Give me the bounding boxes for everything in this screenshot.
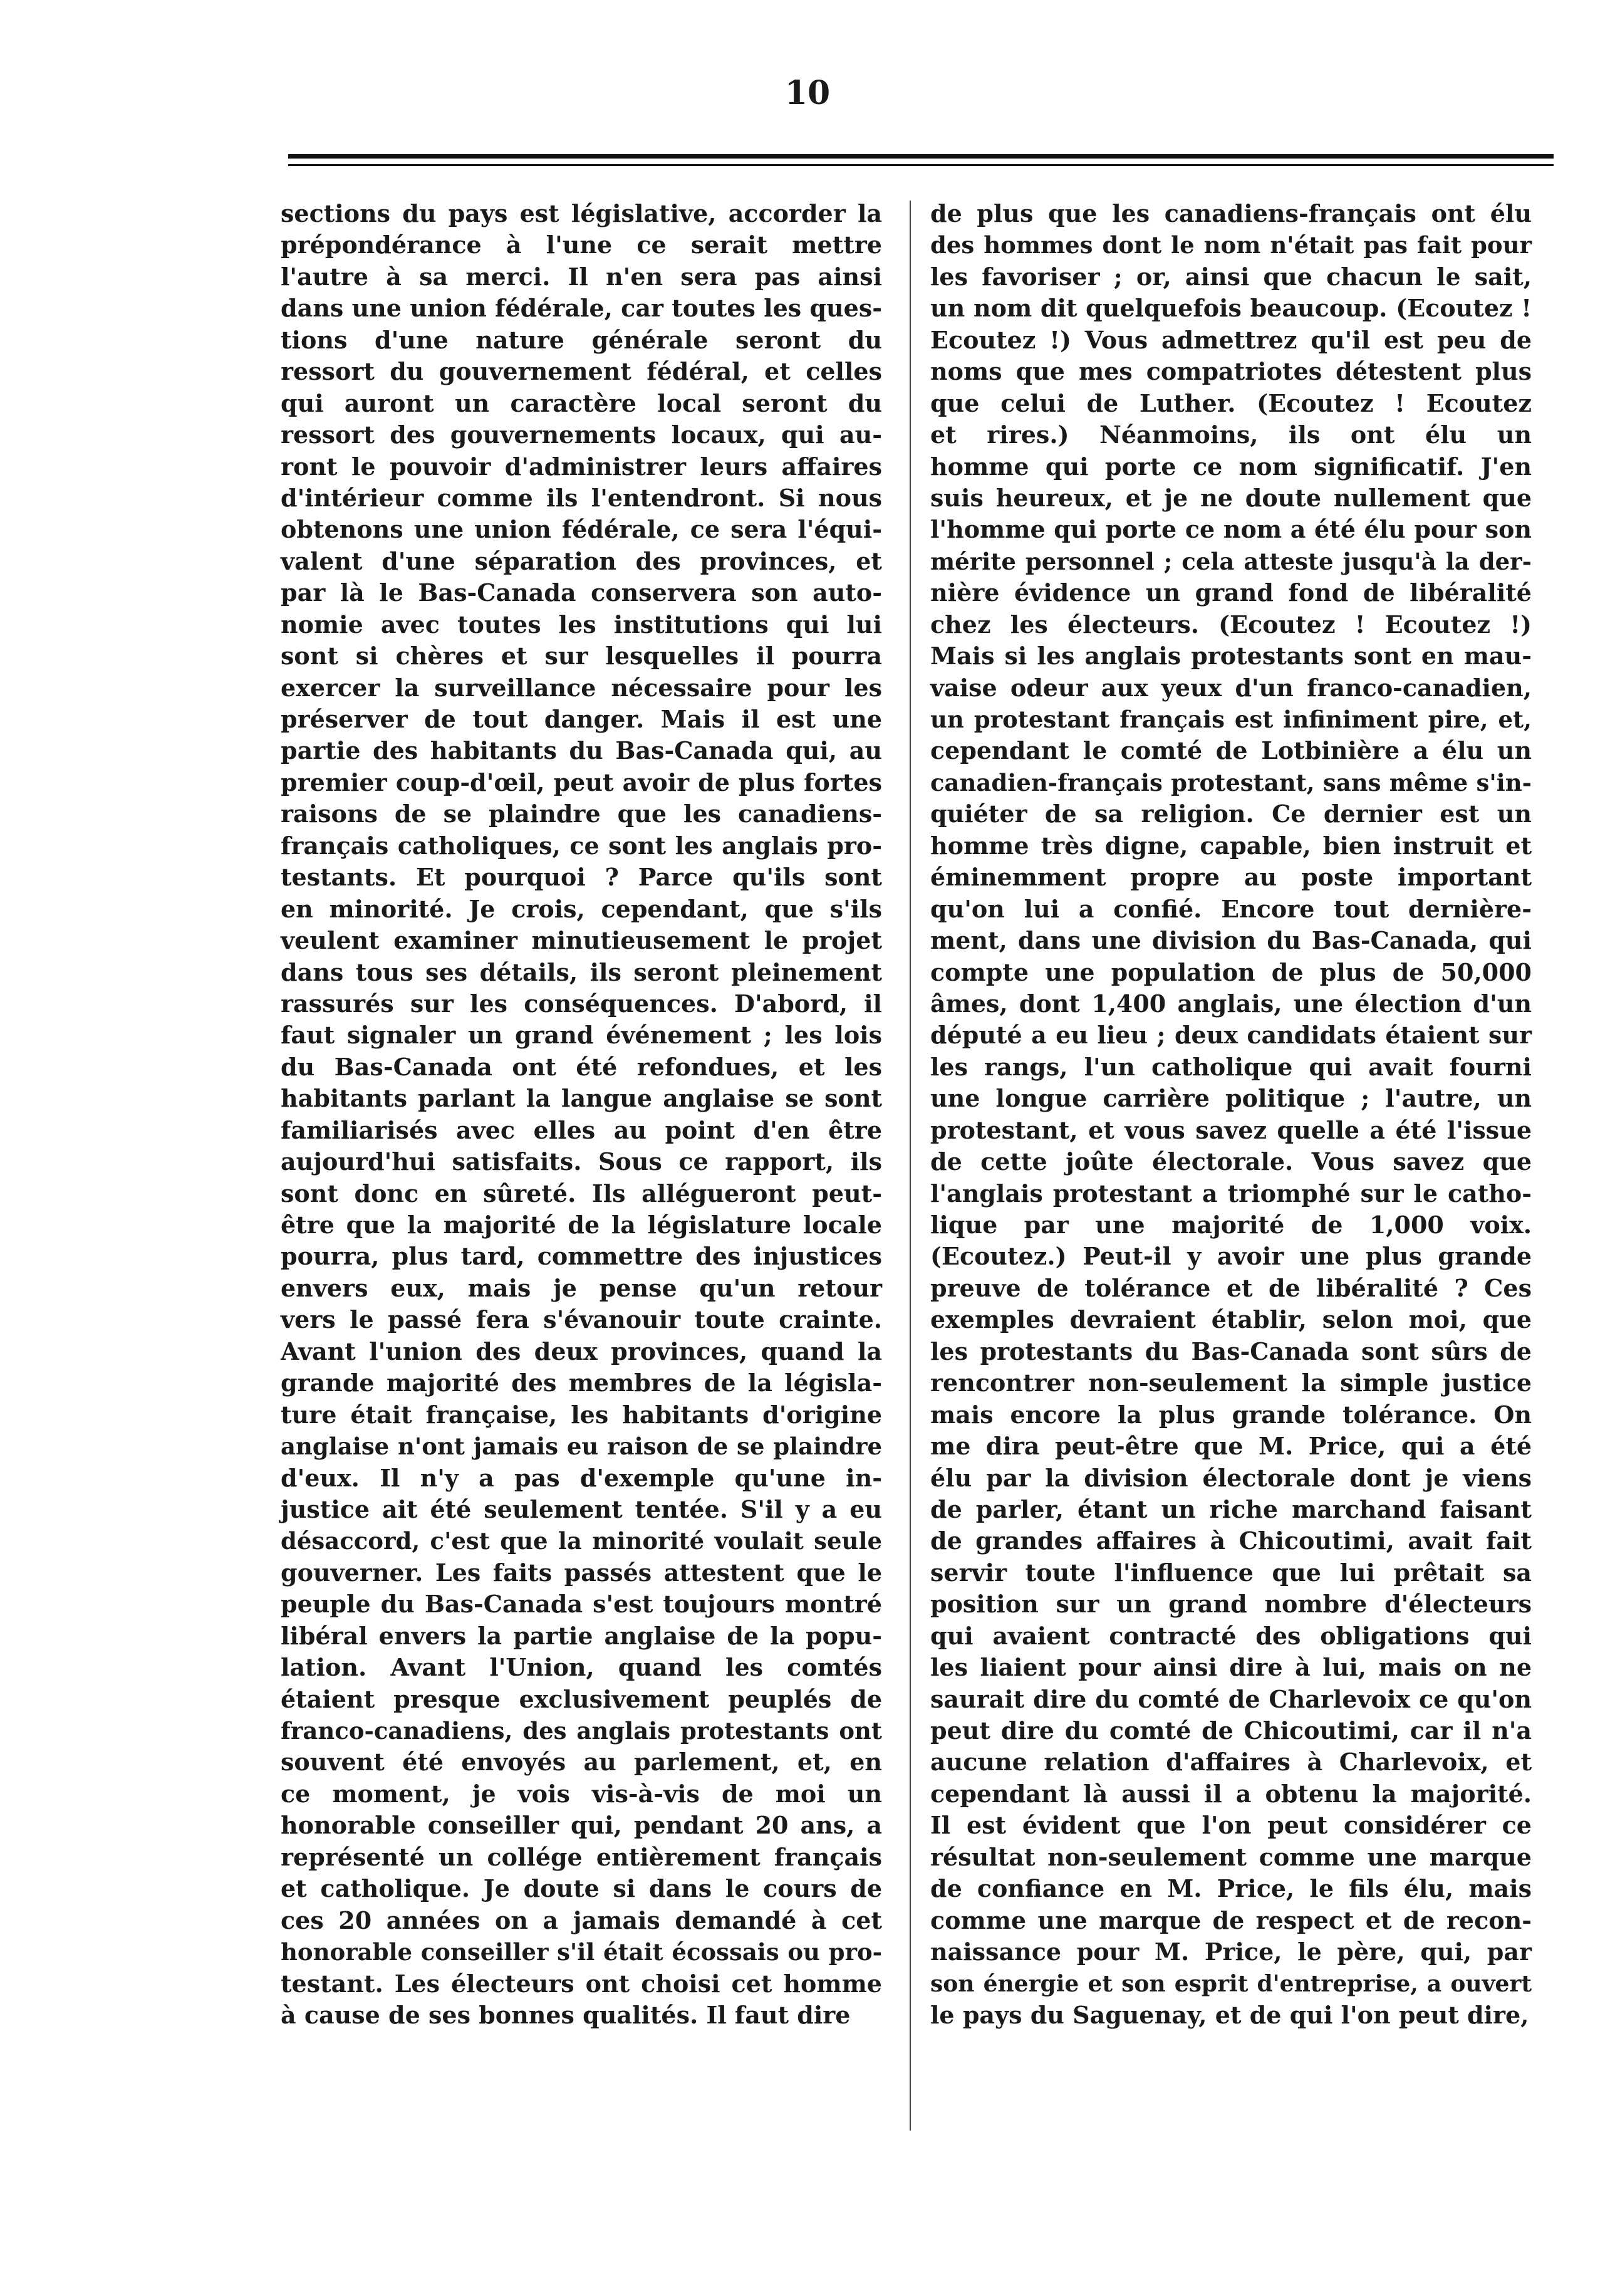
text-line: veulent examiner minutieusement le projet [281,926,882,955]
text-line: exemples devraient établir, selon moi, que [930,1305,1532,1334]
text-line: cependant le comté de Lotbinière a élu un [930,736,1532,765]
text-line: de parler, étant un riche marchand faisant [930,1495,1532,1523]
text-line: désaccord, c'est que la minorité voulait seule [281,1527,882,1555]
text-line: de confiance en M. Price, le fils élu, mais [930,1874,1532,1903]
text-line: habitants parlant la langue anglaise se sont [281,1084,882,1113]
text-line: testant. Les électeurs ont choisi cet homme [281,1969,882,1998]
text-line: faut signaler un grand événement ; les lois [281,1021,882,1050]
text-line: justice ait été seulement tentée. S'il y a eu [281,1495,882,1523]
text-line: ressort des gouvernements locaux, qui au- [281,420,882,449]
text-line: son énergie et son esprit d'entreprise, a ouvert [930,1970,1532,1997]
text-line: compte une population de plus de 50,000 [930,958,1532,986]
text-line: étaient presque exclusivement peuplés de [281,1684,882,1713]
text-line: ment, dans une division du Bas-Canada, qui [930,926,1532,955]
text-line: raisons de se plaindre que les canadiens- [281,800,882,828]
text-line: de grandes affaires à Chicoutimi, avait fait [930,1526,1532,1555]
text-line: qui auront un caractère local seront du [281,389,882,417]
text-line: souvent été envoyés au parlement, et, en [281,1748,882,1777]
text-line: ce moment, je vois vis-à-vis de moi un [281,1779,882,1808]
text-line: naissance pour M. Price, le père, qui, par [930,1938,1532,1966]
text-line: le pays du Saguenay, et de qui l'on peut dire, [930,2000,1529,2029]
column-divider [910,201,911,2131]
text-line: servir toute l'influence que lui prêtait sa [930,1558,1532,1587]
text-line: testants. Et pourquoi ? Parce qu'ils sont [281,863,882,892]
text-line: ront le pouvoir d'administrer leurs affaires [281,452,882,481]
text-line: mérite personnel ; cela atteste jusqu'à la der- [930,547,1532,575]
text-line: nière évidence un grand fond de libéralité [930,578,1532,607]
text-line: Mais si les anglais protestants sont en mau- [930,642,1532,671]
text-line: canadien-français protestant, sans même s'in- [930,768,1532,796]
page-number: 10 [784,74,831,112]
text-line: vaise odeur aux yeux d'un franco-canadien, [930,673,1532,702]
text-line: quiéter de sa religion. Ce dernier est un [930,800,1532,828]
text-line: mais encore la plus grande tolérance. On [930,1400,1532,1429]
text-line: sections du pays est législative, accorder la [281,199,882,227]
text-line: nomie avec toutes les institutions qui lui [281,610,882,639]
text-line: obtenons une union fédérale, ce sera l'équi- [281,515,882,544]
text-line: noms que mes compatriotes détestent plus [930,357,1532,386]
text-line: libéral envers la partie anglaise de la popu- [281,1621,882,1650]
text-line: dans une union fédérale, car toutes les ques- [281,294,882,323]
text-line: me dira peut-être que M. Price, qui a été [930,1432,1532,1461]
text-line: sont donc en sûreté. Ils allégueront peut- [281,1179,882,1208]
text-line: préserver de tout danger. Mais il est une [281,705,882,733]
text-line: lation. Avant l'Union, quand les comtés [281,1653,882,1682]
right-text-column [930,198,1532,2031]
text-line: honorable conseiller qui, pendant 20 ans, a [281,1811,882,1840]
text-line: aucune relation d'affaires à Charlevoix, et [930,1748,1532,1777]
text-line: (Ecoutez.) Peut-il y avoir une plus grande [930,1242,1532,1271]
text-line: premier coup-d'œil, peut avoir de plus fortes [281,768,882,796]
text-line: protestant, et vous savez quelle a été l'issue [930,1115,1532,1144]
text-line: vers le passé fera s'évanouir toute crainte. [281,1305,882,1334]
text-line: partie des habitants du Bas-Canada qui, au [281,736,882,765]
text-line: élu par la division électorale dont je viens [930,1463,1532,1492]
text-line: les protestants du Bas-Canada sont sûrs de [930,1337,1532,1365]
text-line: exercer la surveillance nécessaire pour les [281,673,882,702]
text-line: tions d'une nature générale seront du [281,325,882,354]
text-line: qui avaient contracté des obligations qui [930,1621,1532,1650]
text-line: être que la majorité de la législature locale [281,1211,882,1239]
text-line: l'anglais protestant a triomphé sur le catho- [930,1179,1532,1208]
text-line: Ecoutez !) Vous admettrez qu'il est peu de [930,325,1532,354]
text-line: rassurés sur les conséquences. D'abord, il [281,989,882,1018]
header-rule-thick [288,154,1554,159]
text-line: valent d'une séparation des provinces, et [281,546,882,575]
text-line: ces 20 années on a jamais demandé à cet [281,1906,882,1934]
text-line: chez les électeurs. (Ecoutez ! Ecoutez !) [930,610,1532,639]
text-line: l'autre à sa merci. Il n'en sera pas ainsi [281,262,882,291]
text-line: familiarisés avec elles au point d'en être [281,1115,882,1144]
text-line: homme qui porte ce nom significatif. J'en [930,452,1532,481]
left-text-column [281,198,882,2031]
text-line: Il est évident que l'on peut considérer ce [930,1811,1532,1840]
text-line: honorable conseiller s'il était écossais ou pro- [281,1938,882,1966]
text-line: saurait dire du comté de Charlevoix ce qu'on [930,1684,1532,1713]
text-line: député a eu lieu ; deux candidats étaient sur [930,1021,1532,1050]
text-line: aujourd'hui satisfaits. Sous ce rapport, ils [281,1147,882,1176]
text-line: une longue carrière politique ; l'autre, un [930,1084,1532,1113]
text-line: des hommes dont le nom n'était pas fait pour [930,231,1532,259]
text-line: âmes, dont 1,400 anglais, une élection d'un [930,989,1532,1018]
text-line: qu'on lui a confié. Encore tout dernière- [930,894,1532,923]
text-line: en minorité. Je crois, cependant, que s'ils [281,894,882,923]
text-line: les liaient pour ainsi dire à lui, mais on ne [930,1653,1532,1682]
text-line: peuple du Bas-Canada s'est toujours montré [281,1590,882,1619]
text-line: dans tous ses détails, ils seront pleinement [281,958,882,986]
text-line: résultat non-seulement comme une marque [930,1842,1532,1871]
text-line: un nom dit quelquefois beaucoup. (Ecoutez ! [930,294,1532,323]
text-line: position sur un grand nombre d'électeurs [930,1590,1532,1619]
text-line: lique par une majorité de 1,000 voix. [930,1211,1532,1239]
text-line: les rangs, l'un catholique qui avait fourni [930,1052,1532,1081]
text-line: du Bas-Canada ont été refondues, et les [281,1052,882,1081]
text-line: les favoriser ; or, ainsi que chacun le sait, [930,262,1532,291]
text-line: preuve de tolérance et de libéralité ? Ces [930,1273,1532,1302]
text-line: pourra, plus tard, commettre des injustices [281,1242,882,1271]
text-line: prépondérance à l'une ce serait mettre [281,231,882,259]
text-line: comme une marque de respect et de recon- [930,1906,1532,1934]
text-line: rencontrer non-seulement la simple justice [930,1369,1532,1397]
text-line: de cette joûte électorale. Vous savez que [930,1147,1532,1176]
text-line: et rires.) Néanmoins, ils ont élu un [930,420,1532,449]
text-line: un protestant français est infiniment pire, et, [930,706,1532,733]
text-line: l'homme qui porte ce nom a été élu pour son [930,515,1532,544]
text-line: par là le Bas-Canada conservera son auto- [281,578,882,607]
text-line: homme très digne, capable, bien instruit et [930,831,1532,860]
text-line: éminemment propre au poste important [930,863,1532,892]
text-line: gouverner. Les faits passés attestent que le [281,1558,882,1587]
text-line: sont si chères et sur lesquelles il pourra [281,642,882,671]
text-line: anglaise n'ont jamais eu raison de se plaindre [281,1432,882,1461]
header-rule-thin [288,164,1554,166]
text-line: ressort du gouvernement fédéral, et celles [281,357,882,386]
text-line: ture était française, les habitants d'origine [281,1400,882,1429]
text-line: représenté un collége entièrement français [281,1842,882,1871]
text-line: peut dire du comté de Chicoutimi, car il n'a [930,1716,1532,1745]
text-line: cependant là aussi il a obtenu la majorité. [930,1779,1532,1808]
text-line: français catholiques, ce sont les anglais pro- [281,831,882,860]
text-line: d'intérieur comme ils l'entendront. Si nous [281,483,882,512]
text-line: franco-canadiens, des anglais protestants ont [281,1717,882,1745]
text-line: de plus que les canadiens-français ont élu [930,199,1532,227]
text-line: suis heureux, et je ne doute nullement que [930,483,1532,512]
text-line: et catholique. Je doute si dans le cours de [281,1874,882,1903]
text-line: grande majorité des membres de la législa- [281,1369,882,1397]
text-line: d'eux. Il n'y a pas d'exemple qu'une in- [281,1463,882,1492]
text-line: Avant l'union des deux provinces, quand la [281,1337,882,1365]
text-line: que celui de Luther. (Ecoutez ! Ecoutez [930,389,1532,417]
text-line: à cause de ses bonnes qualités. Il faut dire [281,2000,851,2029]
text-line: envers eux, mais je pense qu'un retour [281,1273,882,1302]
